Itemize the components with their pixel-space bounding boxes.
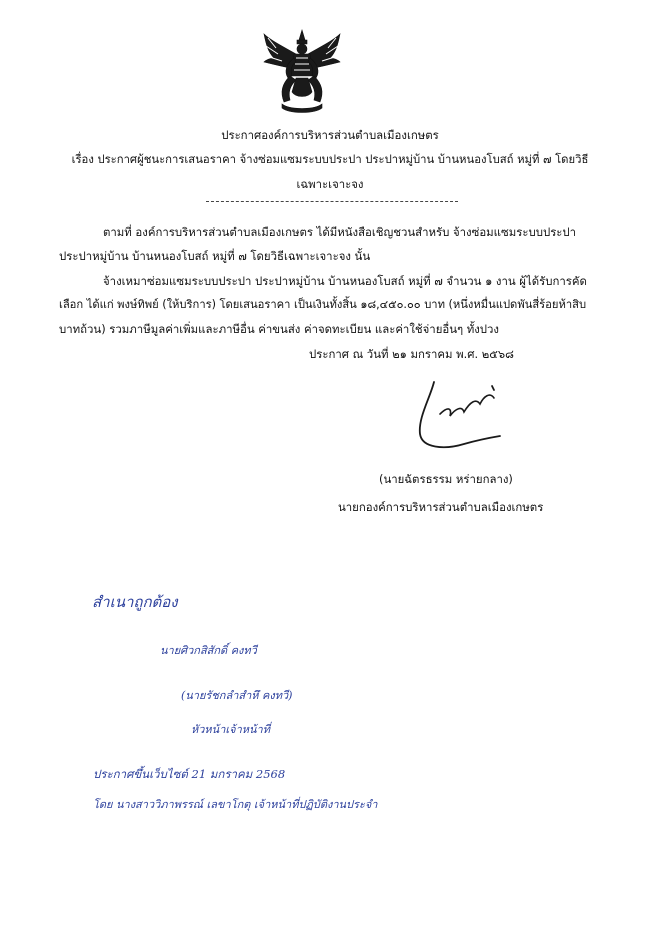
- paragraph-1-line-1: ตามที่ องค์การบริหารส่วนตำบลเมืองเกษตร ได้มีหนังสือเชิญชวนสำหรับ จ้างซ่อมแซมระบบประปา: [103, 225, 577, 239]
- paragraph-2-line-2: เลือก ได้แก่ พงษ์ทิพย์ (ให้บริการ) โดยเสนอราคา เป็นเงินทั้งสิ้น ๑๘,๔๕๐.๐๐ บาท (หนึ่งหมื่นแปดพันสี่ร้อยห้าสิบ: [59, 298, 587, 311]
- certifier-name: นายศิวกสิสักดิ์ คงทวี: [160, 644, 257, 657]
- paragraph-1-line-2: ประปาหมู่บ้าน บ้านหนองโบสถ์ หมู่ที่ ๗ โดยวิธีเฉพาะเจาะจง นั้น: [59, 249, 371, 263]
- signatory-position: นายกองค์การบริหารส่วนตำบลเมืองเกษตร: [338, 500, 544, 514]
- document-subject-continued: เฉพาะเจาะจง: [296, 177, 364, 191]
- paragraph-2-line-3: บาทถ้วน) รวมภาษีมูลค่าเพิ่มและภาษีอื่น ค่าขนส่ง ค่าจดทะเบียน และค่าใช้จ่ายอื่นๆ ทั้งปวง: [59, 322, 499, 336]
- handwritten-signature-icon: [404, 378, 514, 458]
- paragraph-2-line-1: จ้างเหมาซ่อมแซมระบบประปา ประปาหมู่บ้าน บ้านหนองโบสถ์ หมู่ที่ ๗ จำนวน ๑ งาน ผู้ได้รับการคัด: [103, 274, 587, 288]
- posted-date-note: ประกาศขึ้นเว็บไซต์ 21 มกราคม 2568: [93, 767, 286, 781]
- announcement-date: ประกาศ ณ วันที่ ๒๑ มกราคม พ.ศ. ๒๕๖๘: [309, 347, 514, 361]
- signatory-name: (นายฉัตรธรรม หร่ายกลาง): [379, 472, 513, 486]
- certifier-title: หัวหน้าเจ้าหน้าที่: [191, 723, 270, 736]
- separator-line: [206, 201, 458, 202]
- document-subject: เรื่อง ประกาศผู้ชนะการเสนอราคา จ้างซ่อมแซมระบบประปา ประปาหมู่บ้าน บ้านหนองโบสถ์ หมู่ที่ ๗ โดยวิธี: [71, 153, 589, 166]
- certifier-name-parenthetical: (นายรัชกลำสำหึ คงทวี): [181, 689, 293, 702]
- document-title: ประกาศองค์การบริหารส่วนตำบลเมืองเกษตร: [221, 128, 439, 142]
- posted-by-note: โดย นางสาววิภาพรรณ์ เลขาโกตุ เจ้าหน้าที่ปฏิบัติงานประจำ: [93, 798, 378, 811]
- certified-copy-note: สำเนาถูกต้อง: [92, 593, 178, 611]
- garuda-emblem-icon: [260, 28, 344, 116]
